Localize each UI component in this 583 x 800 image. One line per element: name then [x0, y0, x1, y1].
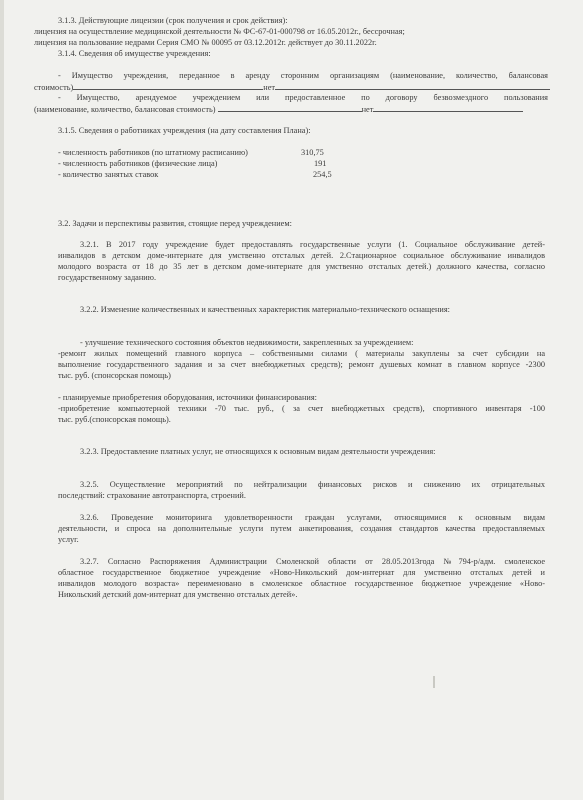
property-rented-value: нет: [361, 105, 374, 114]
para-322b-line1: - планируемые приобретения оборудования, источники финансирования:: [58, 393, 317, 402]
staff-row-label: - количество занятых ставок: [58, 170, 159, 179]
property-rented-label: (наименование, количество, балансовая стоимость): [34, 105, 216, 114]
para-321-line4: государственному заданию.: [58, 273, 157, 282]
licenses-heading: 3.1.3. Действующие лицензии (срок получения и срок действия):: [58, 16, 288, 25]
para-321-line3: молодого возраста от 18 до 35 лет в детском доме-интернате для умственно отсталых детей.) должного качества, согласно: [58, 262, 545, 271]
para-322b-line2: -приобретение компьютерной техники -70 тыс. руб., ( за счет внебюджетных средств), спортивного инвентаря -100: [58, 404, 545, 413]
para-321-line2: инвалидов в детском доме-интернате для умственно отсталых детей. 2.Стационарное социальное обслуживание инвалидов: [58, 251, 545, 260]
property-leased-out-line1: - Имущество учреждения, переданное в аренду сторонним организациям (наименование, количество, балансовая: [58, 71, 548, 80]
para-326-line2: деятельности, и спроса на дополнительные услуги путем анкетирования, создания стандартов качества предоставляемых: [58, 524, 545, 533]
heading-322: 3.2.2. Изменение количественных и качественных характеристик материально-технического оснащения:: [80, 305, 450, 314]
staff-heading: 3.1.5. Сведения о работниках учреждения (на дату составления Плана):: [58, 126, 311, 135]
property-leased-out-label: стоимость): [34, 83, 74, 92]
blank-line: [73, 82, 263, 90]
para-326-line1: 3.2.6. Проведение мониторинга удовлетворенности граждан услугами, относящимися к основным видам: [80, 513, 545, 522]
para-321-line1: 3.2.1. В 2017 году учреждение будет предоставлять государственные услуги (1. Социальное обслуживание детей-: [80, 240, 545, 249]
license-medical: лицензия на осуществление медицинской деятельности № ФС-67-01-000798 от 16.05.2012г., бессрочная;: [34, 27, 405, 36]
license-subsoil: лицензия на пользование недрами Серия СМО № 00095 от 03.12.2012г. действует до 30.11.2022г.: [34, 38, 377, 47]
para-322b-line3: тыс. руб.(спонсорская помощь).: [58, 415, 171, 424]
staff-row-value: 310,75: [301, 148, 324, 157]
para-327-line1: 3.2.7. Согласно Распоряжения Администрации Смоленской области от 28.05.2013года №794-р/адм. смоленское: [80, 557, 545, 566]
property-leased-out-value: нет: [263, 83, 275, 92]
goals-heading: 3.2. Задачи и перспективы развития, стоящие перед учреждением:: [58, 219, 292, 228]
para-325-line1: 3.2.5. Осуществление мероприятий по нейтрализации финансовых рисков и снижению их отрицательных: [80, 480, 545, 489]
staff-row-value: 191: [314, 159, 327, 168]
blank-line: [218, 104, 362, 112]
para-325-line2: последствий: страхование автотранспорта, строений.: [58, 491, 246, 500]
para-327-line3: инвалидов молодого возраста» переименовано в смоленское областное государственное бюджетное учреждение «Ново-: [58, 579, 545, 588]
staff-row-label: - численность работников (физические лица): [58, 159, 218, 168]
para-322a-line4: тыс. руб. (спонсорская помощь): [58, 371, 171, 380]
heading-323: 3.2.3. Предоставление платных услуг, не относящихся к основным видам деятельности учреждения:: [80, 447, 436, 456]
scan-edge: [0, 0, 4, 800]
para-322a-line3: выполнение государственного задания и за счет внебюджетных средств); ремонт душевых комнат в главном корпусе -2300: [58, 360, 545, 369]
property-rented-line2: [34, 104, 523, 116]
para-326-line3: услуг.: [58, 535, 79, 544]
scan-mark: [433, 676, 435, 688]
blank-line: [275, 82, 550, 90]
para-327-line4: Никольский детский дом-интернат для умственно отсталых детей».: [58, 590, 298, 599]
blank-line: [373, 104, 523, 112]
staff-row-label: - численность работников (по штатному расписанию): [58, 148, 248, 157]
staff-row-value: 254,5: [313, 170, 332, 179]
para-327-line2: областное государственное бюджетное учреждение «Ново-Никольский дом-интернат для умственно отсталых детей и: [58, 568, 545, 577]
para-322a-line1: - улучшение технического состояния объектов недвижимости, закрепленных за учреждением:: [80, 338, 414, 347]
property-leased-out-line2: [34, 82, 550, 94]
property-rented-line1: - Имущество, арендуемое учреждением или предоставленное по договору безвозмездного пользования: [58, 93, 548, 102]
para-322a-line2: -ремонт жилых помещений главного корпуса – собственными силами ( материалы закуплены за счет субсидии на: [58, 349, 545, 358]
property-heading: 3.1.4. Сведения об имуществе учреждения:: [58, 49, 211, 58]
